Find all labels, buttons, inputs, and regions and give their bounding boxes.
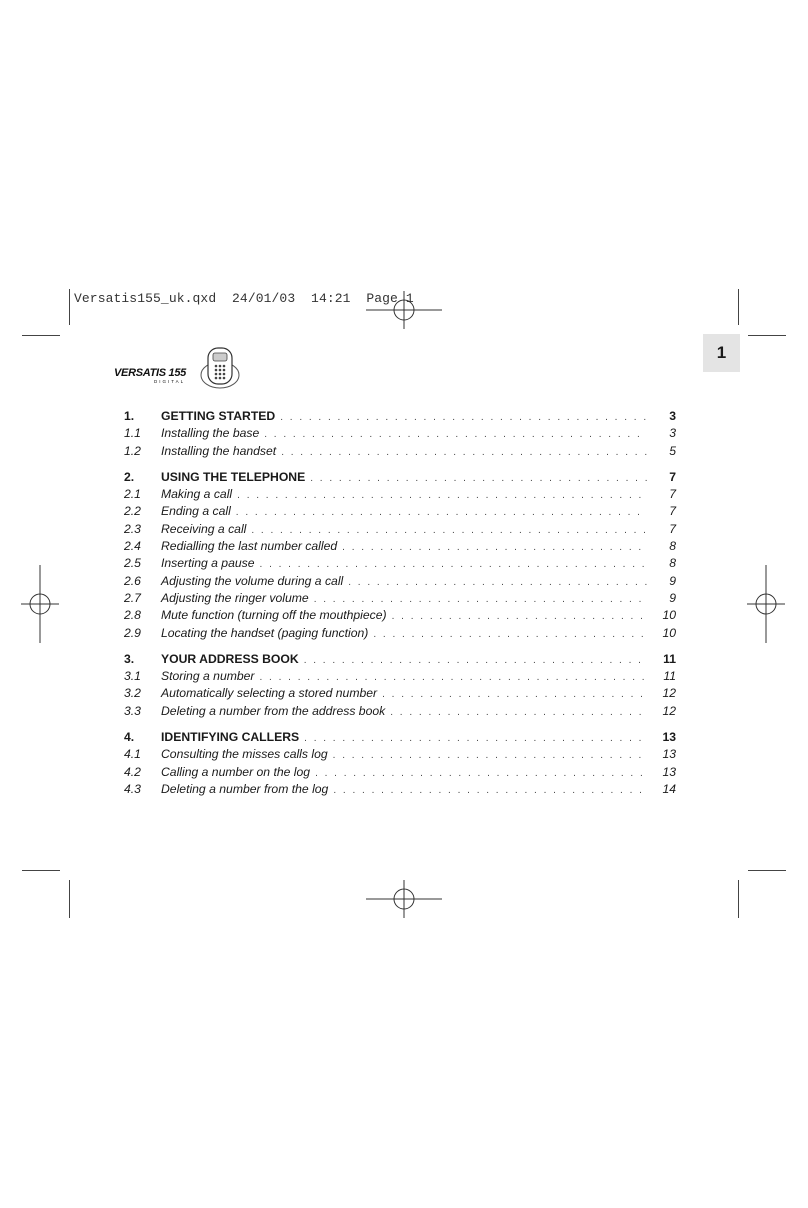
toc-item-number: 4.2	[124, 764, 141, 779]
toc-item-title: Installing the base	[161, 426, 260, 441]
toc-item-title: Storing a number	[161, 669, 255, 684]
versatis-logo	[112, 345, 247, 393]
crop-mark	[748, 870, 786, 871]
toc-item-number: 2.8	[124, 608, 141, 623]
toc-item-number: 4.3	[124, 781, 141, 796]
toc-dot-leader	[280, 412, 647, 423]
toc-item-number: 3.3	[124, 703, 141, 718]
toc-dot-leader	[237, 490, 647, 501]
toc-subsection-row[interactable]	[124, 522, 676, 539]
toc-dot-leader	[304, 655, 647, 666]
toc-item-title: Adjusting the volume during a call	[161, 573, 344, 588]
toc-dot-leader	[333, 750, 647, 761]
toc-item-number: 3.2	[124, 686, 141, 701]
toc-item-number: 2.2	[124, 504, 141, 519]
toc-section-row[interactable]	[124, 652, 676, 669]
toc-dot-leader	[281, 447, 647, 458]
toc-page-number: 8	[669, 539, 676, 554]
toc-subsection-row[interactable]	[124, 747, 676, 764]
toc-subsection-row[interactable]	[124, 539, 676, 556]
toc-item-number: 2.9	[124, 625, 141, 640]
toc-page-number: 11	[663, 651, 676, 666]
toc-item-number: 2.	[124, 469, 135, 484]
toc-dot-leader	[264, 429, 647, 440]
toc-item-title: IDENTIFYING CALLERS	[161, 730, 300, 745]
toc-page-number: 7	[669, 487, 676, 502]
toc-item-title: Consulting the misses calls log	[161, 747, 328, 762]
toc-dot-leader	[382, 689, 647, 700]
toc-item-number: 2.3	[124, 521, 141, 536]
toc-item-number: 1.1	[124, 426, 141, 441]
toc-page-number: 11	[663, 669, 676, 684]
toc-item-number: 2.7	[124, 590, 141, 605]
toc-dot-leader	[304, 733, 647, 744]
registration-mark-top	[366, 291, 442, 329]
toc-page-number: 7	[669, 504, 676, 519]
crop-mark	[69, 880, 70, 918]
toc-dot-leader	[390, 707, 647, 718]
toc-page-number: 7	[669, 521, 676, 536]
toc-subsection-row[interactable]	[124, 669, 676, 686]
toc-subsection-row[interactable]	[124, 626, 676, 643]
toc-subsection-row[interactable]	[124, 686, 676, 703]
crop-mark	[738, 289, 739, 325]
toc-page-number: 12	[662, 703, 676, 718]
logo-sub-text: DIGITAL	[154, 379, 186, 384]
print-slug: Versatis155_uk.qxd 24/01/03 14:21 Page 1	[74, 291, 414, 306]
toc-page-number: 9	[669, 573, 676, 588]
crop-mark	[22, 870, 60, 871]
toc-item-title: Deleting a number from the log	[161, 781, 329, 796]
toc-item-number: 2.6	[124, 573, 141, 588]
toc-item-number: 1.2	[124, 443, 141, 458]
toc-subsection-row[interactable]	[124, 556, 676, 573]
toc-item-title: Making a call	[161, 487, 233, 502]
crop-mark	[738, 880, 739, 918]
crop-mark	[22, 335, 60, 336]
toc-item-title: Redialling the last number called	[161, 539, 338, 554]
registration-mark-left	[21, 565, 59, 643]
toc-page-number: 10	[662, 625, 676, 640]
toc-item-title: Inserting a pause	[161, 556, 255, 571]
toc-subsection-row[interactable]	[124, 487, 676, 504]
toc-item-title: Deleting a number from the address book	[161, 703, 386, 718]
table-of-contents	[124, 409, 676, 799]
toc-page-number: 13	[662, 747, 676, 762]
toc-dot-leader	[236, 507, 647, 518]
toc-item-title: YOUR ADDRESS BOOK	[161, 651, 299, 666]
toc-item-number: 4.1	[124, 747, 141, 762]
handset-icon	[201, 348, 239, 388]
toc-subsection-row[interactable]	[124, 444, 676, 461]
crop-mark	[748, 335, 786, 336]
toc-subsection-row[interactable]	[124, 704, 676, 721]
toc-dot-leader	[260, 559, 647, 570]
toc-page-number: 13	[662, 764, 676, 779]
toc-subsection-row[interactable]	[124, 591, 676, 608]
toc-dot-leader	[251, 525, 647, 536]
toc-page-number: 12	[662, 686, 676, 701]
toc-item-title: Adjusting the ringer volume	[161, 590, 309, 605]
toc-page-number: 9	[669, 590, 676, 605]
toc-page-number: 10	[662, 608, 676, 623]
toc-item-number: 3.1	[124, 669, 141, 684]
toc-item-title: USING THE TELEPHONE	[161, 469, 306, 484]
page-number-tab: 1	[703, 334, 740, 372]
toc-dot-leader	[342, 542, 647, 553]
toc-item-title: Automatically selecting a stored number	[161, 686, 378, 701]
toc-dot-leader	[373, 629, 647, 640]
toc-item-number: 2.1	[124, 487, 141, 502]
toc-dot-leader	[310, 473, 647, 484]
toc-dot-leader	[348, 577, 647, 588]
toc-section-row[interactable]	[124, 730, 676, 747]
toc-item-number: 4.	[124, 730, 135, 745]
toc-page-number: 14	[662, 781, 676, 796]
toc-section-row[interactable]	[124, 409, 676, 426]
toc-dot-leader	[392, 611, 647, 622]
toc-subsection-row[interactable]	[124, 426, 676, 443]
toc-item-title: Ending a call	[161, 504, 231, 519]
toc-item-title: GETTING STARTED	[161, 409, 276, 423]
toc-dot-leader	[314, 594, 647, 605]
toc-item-title: Installing the handset	[161, 443, 277, 458]
toc-subsection-row[interactable]	[124, 504, 676, 521]
crop-mark	[69, 289, 70, 325]
toc-item-number: 2.5	[124, 556, 141, 571]
toc-item-title: Receiving a call	[161, 521, 247, 536]
toc-subsection-row[interactable]	[124, 608, 676, 625]
registration-mark-bottom	[366, 880, 442, 918]
toc-page-number: 3	[669, 409, 676, 423]
toc-dot-leader	[333, 785, 647, 796]
toc-page-number: 8	[669, 556, 676, 571]
toc-page-number: 7	[669, 469, 676, 484]
toc-subsection-row[interactable]	[124, 574, 676, 591]
toc-subsection-row[interactable]	[124, 782, 676, 799]
toc-dot-leader	[315, 768, 647, 779]
toc-page-number: 3	[669, 426, 676, 441]
toc-page-number: 13	[662, 730, 676, 745]
logo-main-text: VERSATIS 155	[114, 367, 187, 379]
toc-item-title: Mute function (turning off the mouthpiece)	[161, 608, 387, 623]
registration-mark-right	[747, 565, 785, 643]
toc-item-number: 3.	[124, 651, 135, 666]
toc-item-number: 2.4	[124, 539, 141, 554]
toc-item-title: Calling a number on the log	[161, 764, 311, 779]
toc-dot-leader	[260, 672, 648, 683]
toc-section-row[interactable]	[124, 470, 676, 487]
toc-item-number: 1.	[124, 409, 135, 423]
toc-page-number: 5	[669, 443, 676, 458]
toc-item-title: Locating the handset (paging function)	[161, 625, 369, 640]
toc-subsection-row[interactable]	[124, 765, 676, 782]
